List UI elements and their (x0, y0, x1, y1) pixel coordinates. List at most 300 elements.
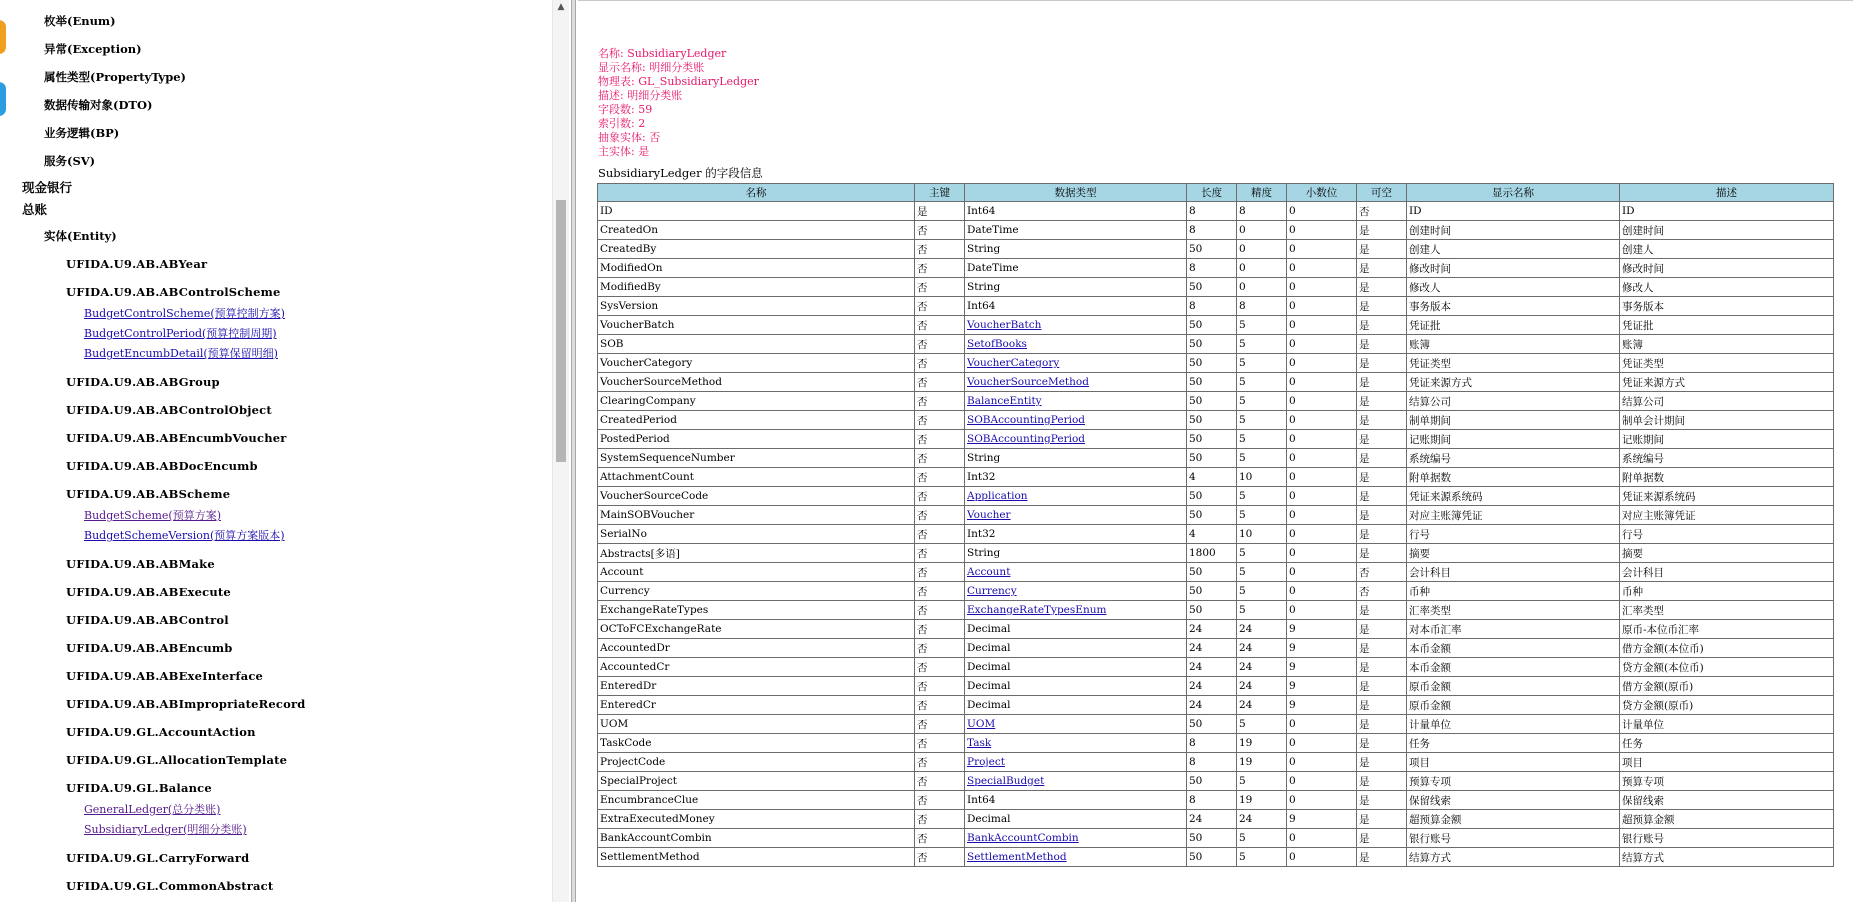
tree-node[interactable]: UFIDA.U9.AB.ABEncumbVoucher (66, 431, 287, 445)
table-cell: 4 (1187, 525, 1237, 544)
column-header: 长度 (1187, 184, 1237, 202)
table-row (598, 430, 1834, 449)
table-cell: 否 (915, 392, 965, 411)
data-type-link[interactable]: SetofBooks (967, 338, 1027, 350)
table-cell: 24 (1237, 810, 1287, 829)
table-cell: 结算方式 (1620, 848, 1834, 867)
tree-link[interactable]: BudgetControlPeriod(预算控制周期) (84, 327, 277, 340)
table-cell: 50 (1187, 392, 1237, 411)
table-cell: 凭证来源系统码 (1407, 487, 1620, 506)
table-cell: SerialNo (598, 525, 915, 544)
table-cell: 50 (1187, 772, 1237, 791)
fields-caption: SubsidiaryLedger 的字段信息 (598, 166, 763, 180)
tree-node[interactable]: 异常(Exception) (44, 42, 142, 56)
scroll-thumb[interactable] (556, 200, 566, 462)
table-cell: VoucherCategory (598, 354, 915, 373)
table-cell: ProjectCode (598, 753, 915, 772)
table-cell: 0 (1287, 392, 1357, 411)
table-cell: DateTime (965, 221, 1187, 240)
tree-node[interactable]: UFIDA.U9.AB.ABGroup (66, 375, 220, 389)
table-cell: 8 (1187, 753, 1237, 772)
table-cell: 制单会计期间 (1620, 411, 1834, 430)
table-row (598, 202, 1834, 221)
table-cell (965, 335, 1187, 354)
table-cell: 计量单位 (1407, 715, 1620, 734)
table-cell: 计量单位 (1620, 715, 1834, 734)
table-cell: 5 (1237, 392, 1287, 411)
table-row (598, 354, 1834, 373)
table-cell: 是 (1357, 601, 1407, 620)
table-cell (965, 582, 1187, 601)
table-cell: 预算专项 (1407, 772, 1620, 791)
table-cell: 借方金额(本位币) (1620, 639, 1834, 658)
table-cell: String (965, 240, 1187, 259)
tree-node[interactable]: 数据传输对象(DTO) (44, 98, 153, 112)
table-cell: Currency (598, 582, 915, 601)
table-cell: 是 (1357, 639, 1407, 658)
tree-node[interactable]: 业务逻辑(BP) (44, 126, 120, 140)
table-cell: 项目 (1620, 753, 1834, 772)
table-cell: 否 (915, 829, 965, 848)
tree-node[interactable]: UFIDA.U9.AB.ABControlObject (66, 403, 272, 417)
table-row (598, 278, 1834, 297)
app-icon-blue[interactable] (0, 82, 6, 116)
table-cell: 否 (915, 563, 965, 582)
table-row (598, 373, 1834, 392)
tree-node[interactable]: UFIDA.U9.AB.ABControlScheme (66, 285, 281, 299)
table-cell: 否 (915, 373, 965, 392)
taskbar-edge (0, 0, 15, 902)
table-cell: 是 (1357, 449, 1407, 468)
table-cell: 0 (1287, 829, 1357, 848)
tree-scrollbar[interactable] (552, 0, 569, 902)
table-cell (965, 563, 1187, 582)
table-row (598, 259, 1834, 278)
table-cell: 8 (1237, 202, 1287, 221)
table-cell (965, 392, 1187, 411)
table-cell: 是 (1357, 677, 1407, 696)
table-cell: Int64 (965, 297, 1187, 316)
table-cell: 否 (915, 449, 965, 468)
table-cell: 8 (1187, 734, 1237, 753)
data-type-link[interactable]: VoucherCategory (967, 357, 1060, 369)
table-cell: 0 (1287, 221, 1357, 240)
table-cell: UOM (598, 715, 915, 734)
table-cell: 50 (1187, 316, 1237, 335)
table-cell: 贷方金额(原币) (1620, 696, 1834, 715)
table-cell: 创建时间 (1407, 221, 1620, 240)
tree-node[interactable]: 总账 (22, 202, 48, 217)
table-cell: 是 (1357, 221, 1407, 240)
table-cell: 否 (915, 297, 965, 316)
table-cell: String (965, 278, 1187, 297)
entity-meta-line: 显示名称: 明细分类账 (598, 61, 705, 74)
table-cell: 0 (1287, 430, 1357, 449)
table-cell: 0 (1287, 487, 1357, 506)
table-cell: 否 (915, 753, 965, 772)
table-cell: 否 (915, 677, 965, 696)
table-cell: CreatedBy (598, 240, 915, 259)
table-cell: 是 (1357, 829, 1407, 848)
table-cell: 50 (1187, 278, 1237, 297)
app-icon-orange[interactable] (0, 20, 6, 54)
tree-node[interactable]: UFIDA.U9.GL.AllocationTemplate (66, 753, 288, 767)
table-cell: 是 (1357, 354, 1407, 373)
tree-node[interactable]: UFIDA.U9.GL.CommonAbstract (66, 879, 274, 893)
table-cell: CreatedOn (598, 221, 915, 240)
table-row (598, 639, 1834, 658)
table-cell: EnteredCr (598, 696, 915, 715)
table-cell: 是 (1357, 544, 1407, 563)
tree-node[interactable]: UFIDA.U9.GL.Balance (66, 781, 212, 795)
table-cell: EncumbranceClue (598, 791, 915, 810)
table-cell: 50 (1187, 601, 1237, 620)
tree-node[interactable]: UFIDA.U9.AB.ABExeInterface (66, 669, 264, 683)
table-cell: 8 (1187, 221, 1237, 240)
table-cell: 是 (1357, 620, 1407, 639)
table-cell: 0 (1287, 297, 1357, 316)
table-cell: 4 (1187, 468, 1237, 487)
table-cell: SettlementMethod (598, 848, 915, 867)
entity-meta-line: 索引数: 2 (598, 117, 646, 130)
table-cell: 否 (915, 468, 965, 487)
entity-meta-line: 物理表: GL_SubsidiaryLedger (598, 75, 759, 88)
data-type-link[interactable]: SOBAccountingPeriod (967, 433, 1085, 445)
table-cell: 0 (1287, 791, 1357, 810)
table-cell: 否 (915, 772, 965, 791)
table-cell: TaskCode (598, 734, 915, 753)
table-cell: 会计科目 (1407, 563, 1620, 582)
table-cell: 8 (1187, 297, 1237, 316)
table-cell: 50 (1187, 563, 1237, 582)
table-row (598, 563, 1834, 582)
table-row (598, 506, 1834, 525)
pane-splitter[interactable] (571, 0, 576, 902)
table-cell: 50 (1187, 240, 1237, 259)
tree-node[interactable]: 服务(SV) (44, 154, 96, 168)
table-cell: 0 (1287, 563, 1357, 582)
table-cell: SysVersion (598, 297, 915, 316)
column-header: 显示名称 (1407, 184, 1620, 202)
tree-node[interactable]: 属性类型(PropertyType) (44, 70, 187, 84)
table-cell: Decimal (965, 810, 1187, 829)
table-row (598, 487, 1834, 506)
table-cell (965, 848, 1187, 867)
table-cell: 19 (1237, 791, 1287, 810)
data-type-link[interactable]: Currency (967, 585, 1017, 597)
table-cell: 是 (1357, 240, 1407, 259)
tree-node[interactable]: 现金银行 (22, 180, 73, 195)
table-cell: 是 (1357, 259, 1407, 278)
table-cell: 保留线索 (1620, 791, 1834, 810)
column-header: 可空 (1357, 184, 1407, 202)
table-cell: 否 (915, 715, 965, 734)
table-row (598, 620, 1834, 639)
table-cell: 9 (1287, 620, 1357, 639)
table-cell: 24 (1187, 658, 1237, 677)
table-cell: 8 (1237, 297, 1287, 316)
table-cell: 50 (1187, 373, 1237, 392)
table-header-row (598, 184, 1834, 202)
table-cell: 币种 (1620, 582, 1834, 601)
tree-node[interactable]: 实体(Entity) (44, 229, 117, 243)
table-cell: 19 (1237, 734, 1287, 753)
table-cell: 修改时间 (1620, 259, 1834, 278)
table-cell: Abstracts[多语] (598, 544, 915, 563)
table-cell: VoucherSourceCode (598, 487, 915, 506)
table-row (598, 392, 1834, 411)
table-cell: 10 (1237, 468, 1287, 487)
column-header: 数据类型 (965, 184, 1187, 202)
table-cell: 0 (1287, 354, 1357, 373)
data-type-link[interactable]: Application (967, 490, 1028, 502)
tree-node[interactable]: UFIDA.U9.GL.AccountAction (66, 725, 256, 739)
table-cell: 是 (1357, 392, 1407, 411)
table-cell: 是 (1357, 848, 1407, 867)
table-cell (965, 753, 1187, 772)
table-cell: 是 (1357, 525, 1407, 544)
table-cell: 币种 (1407, 582, 1620, 601)
table-cell: AccountedCr (598, 658, 915, 677)
table-cell: 0 (1287, 373, 1357, 392)
data-type-link[interactable]: BalanceEntity (967, 395, 1042, 407)
table-cell: 0 (1237, 240, 1287, 259)
table-cell: Decimal (965, 677, 1187, 696)
table-cell: 行号 (1620, 525, 1834, 544)
table-cell: 否 (915, 278, 965, 297)
table-cell: 否 (915, 259, 965, 278)
table-cell: 5 (1237, 354, 1287, 373)
table-cell: ExchangeRateTypes (598, 601, 915, 620)
table-cell: 5 (1237, 316, 1287, 335)
table-cell: 0 (1287, 525, 1357, 544)
tree-node[interactable]: UFIDA.U9.AB.ABEncumb (66, 641, 233, 655)
table-row (598, 240, 1834, 259)
table-cell: 银行账号 (1620, 829, 1834, 848)
table-cell: 凭证批 (1407, 316, 1620, 335)
table-cell: 0 (1237, 278, 1287, 297)
table-row (598, 525, 1834, 544)
scroll-up-arrow-icon[interactable]: ▲ (557, 2, 565, 12)
table-cell: 创建人 (1407, 240, 1620, 259)
table-row (598, 468, 1834, 487)
data-type-link[interactable]: SOBAccountingPeriod (967, 414, 1085, 426)
table-cell: 凭证来源方式 (1407, 373, 1620, 392)
table-cell: 0 (1287, 259, 1357, 278)
table-cell: 会计科目 (1620, 563, 1834, 582)
table-cell: 系统编号 (1620, 449, 1834, 468)
data-type-link[interactable]: VoucherSourceMethod (967, 376, 1089, 388)
data-type-link[interactable]: UOM (967, 718, 996, 730)
table-cell: 原币-本位币汇率 (1620, 620, 1834, 639)
table-cell: 5 (1237, 430, 1287, 449)
tree-node[interactable]: UFIDA.U9.AB.ABMake (66, 557, 215, 571)
table-cell: 是 (915, 202, 965, 221)
table-cell: 50 (1187, 848, 1237, 867)
table-cell: Decimal (965, 658, 1187, 677)
table-cell: 项目 (1407, 753, 1620, 772)
tree-link[interactable]: SubsidiaryLedger(明细分类账) (84, 823, 247, 836)
table-cell: 是 (1357, 278, 1407, 297)
table-cell: 事务版本 (1407, 297, 1620, 316)
table-cell (965, 506, 1187, 525)
table-row (598, 829, 1834, 848)
table-cell: 事务版本 (1620, 297, 1834, 316)
table-cell: AttachmentCount (598, 468, 915, 487)
table-cell: 附单据数 (1620, 468, 1834, 487)
tree-node[interactable]: UFIDA.U9.AB.ABExecute (66, 585, 231, 599)
data-type-link[interactable]: Account (967, 566, 1011, 578)
tree-link[interactable]: BudgetSchemeVersion(预算方案版本) (84, 529, 285, 542)
table-cell: 0 (1287, 715, 1357, 734)
table-cell (965, 354, 1187, 373)
table-cell: 9 (1287, 810, 1357, 829)
table-cell: 原币金额 (1407, 677, 1620, 696)
table-cell: BankAccountCombin (598, 829, 915, 848)
table-cell: ID (1620, 202, 1834, 221)
table-cell: 记账期间 (1620, 430, 1834, 449)
table-cell: 50 (1187, 487, 1237, 506)
table-cell: 否 (915, 582, 965, 601)
table-cell: 银行账号 (1407, 829, 1620, 848)
table-row (598, 297, 1834, 316)
table-cell: String (965, 544, 1187, 563)
table-cell: 预算专项 (1620, 772, 1834, 791)
table-cell: 8 (1187, 202, 1237, 221)
table-cell: 否 (915, 734, 965, 753)
table-cell: 0 (1287, 335, 1357, 354)
table-cell: 0 (1287, 753, 1357, 772)
table-cell: 本币金额 (1407, 658, 1620, 677)
table-row (598, 316, 1834, 335)
table-cell: 5 (1237, 582, 1287, 601)
tree-node[interactable]: UFIDA.U9.GL.CarryForward (66, 851, 250, 865)
table-cell: 修改时间 (1407, 259, 1620, 278)
table-cell: 0 (1287, 278, 1357, 297)
table-cell: 修改人 (1620, 278, 1834, 297)
table-cell: 0 (1287, 449, 1357, 468)
table-cell: 0 (1287, 468, 1357, 487)
table-cell: ID (598, 202, 915, 221)
data-type-link[interactable]: VoucherBatch (967, 319, 1042, 331)
table-cell: 附单据数 (1407, 468, 1620, 487)
table-cell: 0 (1287, 772, 1357, 791)
table-cell: 5 (1237, 772, 1287, 791)
data-type-link[interactable]: SpecialBudget (967, 775, 1045, 787)
table-cell (965, 829, 1187, 848)
entity-meta-line: 描述: 明细分类账 (598, 89, 683, 102)
tree-link[interactable]: BudgetEncumbDetail(预算保留明细) (84, 347, 278, 360)
table-cell: SystemSequenceNumber (598, 449, 915, 468)
table-cell: 结算公司 (1407, 392, 1620, 411)
tree-node[interactable]: UFIDA.U9.AB.ABYear (66, 257, 208, 271)
table-cell: CreatedPeriod (598, 411, 915, 430)
table-row (598, 677, 1834, 696)
table-cell: 否 (915, 696, 965, 715)
tree-node[interactable]: 枚举(Enum) (44, 14, 116, 28)
table-cell: 否 (915, 525, 965, 544)
tree-link[interactable]: BudgetScheme(预算方案) (84, 509, 221, 522)
table-cell: 修改人 (1407, 278, 1620, 297)
table-cell: 否 (915, 810, 965, 829)
tree-node[interactable]: UFIDA.U9.AB.ABImpropriateRecord (66, 697, 306, 711)
table-cell: 5 (1237, 373, 1287, 392)
table-cell: 0 (1287, 601, 1357, 620)
table-cell: 0 (1287, 848, 1357, 867)
table-cell: 10 (1237, 525, 1287, 544)
table-cell: 0 (1287, 240, 1357, 259)
table-cell: 0 (1287, 202, 1357, 221)
table-cell: 是 (1357, 297, 1407, 316)
table-cell: 50 (1187, 354, 1237, 373)
table-cell (965, 411, 1187, 430)
tree-node[interactable]: UFIDA.U9.AB.ABControl (66, 613, 229, 627)
table-cell: 对应主账簿凭证 (1407, 506, 1620, 525)
table-cell: Account (598, 563, 915, 582)
table-cell: 否 (915, 316, 965, 335)
fields-table (597, 183, 1834, 867)
table-cell: 是 (1357, 411, 1407, 430)
data-type-link[interactable]: Voucher (967, 509, 1011, 521)
data-type-link[interactable]: ExchangeRateTypesEnum (967, 604, 1107, 616)
table-cell: 是 (1357, 753, 1407, 772)
tree-node[interactable]: UFIDA.U9.AB.ABScheme (66, 487, 231, 501)
table-cell: 9 (1287, 639, 1357, 658)
table-cell: 24 (1237, 620, 1287, 639)
table-cell: 24 (1237, 696, 1287, 715)
table-cell: 是 (1357, 335, 1407, 354)
data-type-link[interactable]: Task (967, 737, 992, 749)
table-cell: 1800 (1187, 544, 1237, 563)
table-cell: 0 (1237, 221, 1287, 240)
table-cell: 是 (1357, 430, 1407, 449)
table-cell: 否 (915, 221, 965, 240)
table-cell: 19 (1237, 753, 1287, 772)
table-cell: Int64 (965, 202, 1187, 221)
table-cell: 50 (1187, 582, 1237, 601)
table-cell: 凭证来源系统码 (1620, 487, 1834, 506)
table-row (598, 734, 1834, 753)
table-cell: 是 (1357, 487, 1407, 506)
table-row (598, 848, 1834, 867)
table-cell: 8 (1187, 259, 1237, 278)
table-cell: 任务 (1620, 734, 1834, 753)
table-cell: 结算公司 (1620, 392, 1834, 411)
table-cell: 是 (1357, 468, 1407, 487)
table-cell: 24 (1237, 658, 1287, 677)
table-cell: 否 (915, 430, 965, 449)
content-pane (578, 0, 1853, 903)
tree-link[interactable]: GeneralLedger(总分类账) (84, 803, 221, 816)
data-type-link[interactable]: SettlementMethod (967, 851, 1067, 863)
table-row (598, 772, 1834, 791)
table-cell: 超预算金额 (1407, 810, 1620, 829)
table-cell: 是 (1357, 734, 1407, 753)
table-cell: 行号 (1407, 525, 1620, 544)
data-type-link[interactable]: Project (967, 756, 1005, 768)
table-cell: 24 (1187, 810, 1237, 829)
data-type-link[interactable]: BankAccountCombin (967, 832, 1079, 844)
table-cell: 凭证类型 (1407, 354, 1620, 373)
tree-node[interactable]: UFIDA.U9.AB.ABDocEncumb (66, 459, 258, 473)
table-cell: 50 (1187, 335, 1237, 354)
table-cell: 对本币汇率 (1407, 620, 1620, 639)
table-cell: 5 (1237, 506, 1287, 525)
tree-link[interactable]: BudgetControlScheme(预算控制方案) (84, 307, 285, 320)
table-cell: 否 (915, 601, 965, 620)
table-cell: 创建人 (1620, 240, 1834, 259)
table-cell: Decimal (965, 620, 1187, 639)
